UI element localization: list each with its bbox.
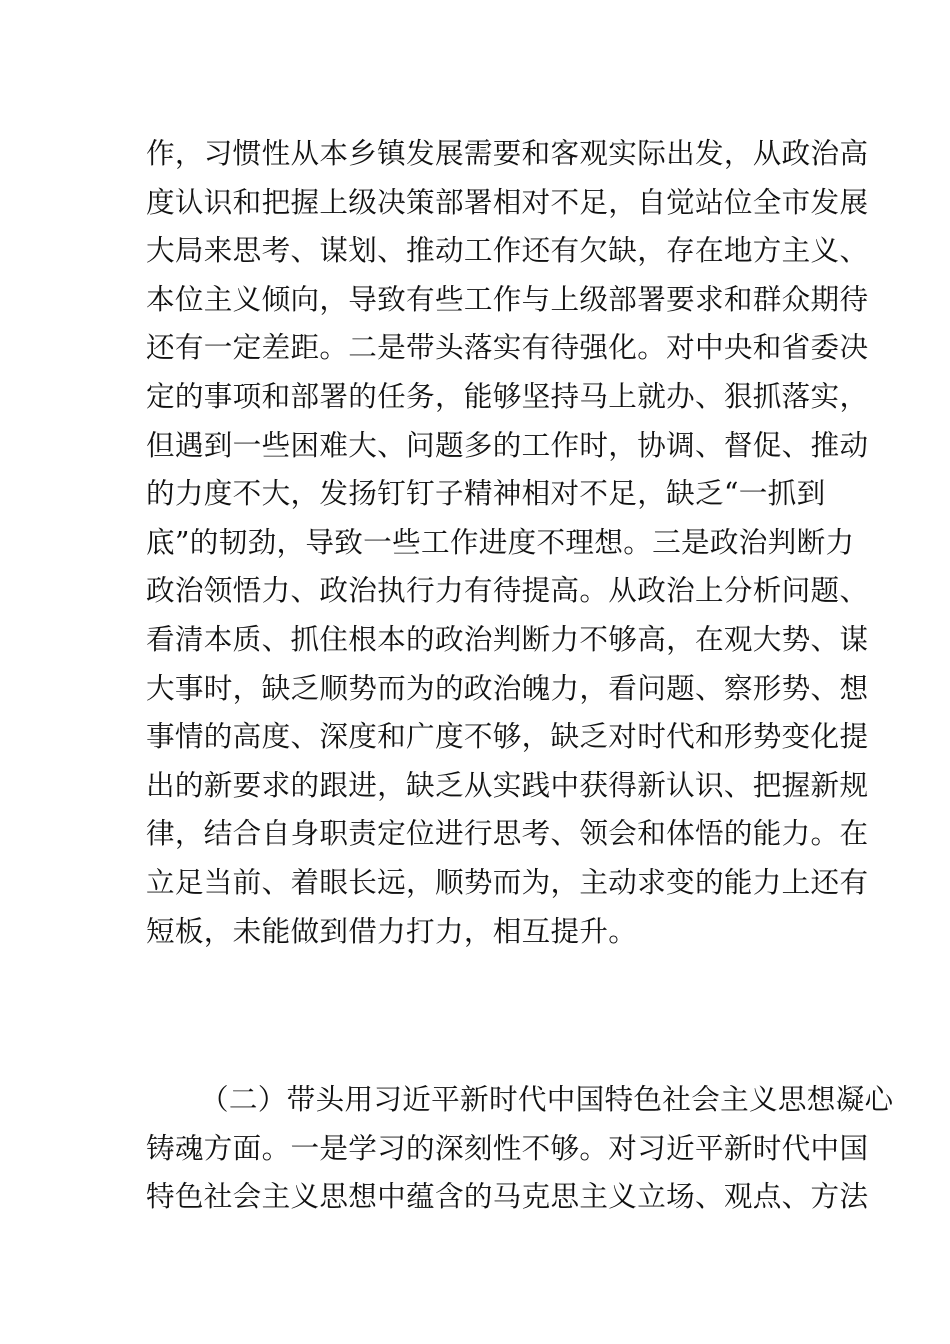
text-line: 的力度不大，发扬钉钉子精神相对不足，缺乏“一抓到: [146, 476, 826, 511]
body-paragraph-1: [146, 129, 869, 955]
text-line: 铸魂方面。一是学习的深刻性不够。对习近平新时代中国: [146, 1130, 869, 1165]
text-line: 立足当前、着眼长远，顺势而为，主动求变的能力上还有: [146, 864, 869, 899]
text-line: 律，结合自身职责定位进行思考、领会和体悟的能力。在: [146, 816, 869, 851]
text-line: 大事时，缺乏顺势而为的政治魄力，看问题、察形势、想: [146, 670, 869, 705]
text-line: 短板，未能做到借力打力，相互提升。: [146, 913, 638, 948]
text-line: 大局来思考、谋划、推动工作还有欠缺，存在地方主义、: [146, 233, 869, 268]
text-line: 特色社会主义思想中蕴含的马克思主义立场、观点、方法: [146, 1179, 869, 1214]
text-line: 看清本质、抓住根本的政治判断力不够高，在观大势、谋: [146, 621, 869, 656]
text-line: 底”的韧劲，导致一些工作进度不理想。三是政治判断力: [146, 524, 855, 559]
text-line: 作，习惯性从本乡镇发展需要和客观实际出发，从政治高: [146, 136, 869, 170]
text-line: 事情的高度、深度和广度不够，缺乏对时代和形势变化提: [146, 719, 869, 754]
text-line: 还有一定差距。二是带头落实有待强化。对中央和省委决: [146, 330, 869, 365]
text-line: 政治领悟力、政治执行力有待提高。从政治上分析问题、: [146, 573, 869, 608]
text-line: 定的事项和部署的任务，能够坚持马上就办、狠抓落实，: [146, 378, 869, 413]
section-heading-line: （二）带头用习近平新时代中国特色社会主义思想凝心: [200, 1082, 894, 1116]
text-line: 但遇到一些困难大、问题多的工作时，协调、督促、推动: [146, 427, 869, 462]
text-line: 出的新要求的跟进，缺乏从实践中获得新认识、把握新规: [146, 767, 869, 802]
text-line: 本位主义倾向，导致有些工作与上级部署要求和群众期待: [146, 281, 869, 316]
text-line: 度认识和把握上级决策部署相对不足，自觉站位全市发展: [146, 184, 869, 219]
body-paragraph-2: [146, 1075, 894, 1221]
